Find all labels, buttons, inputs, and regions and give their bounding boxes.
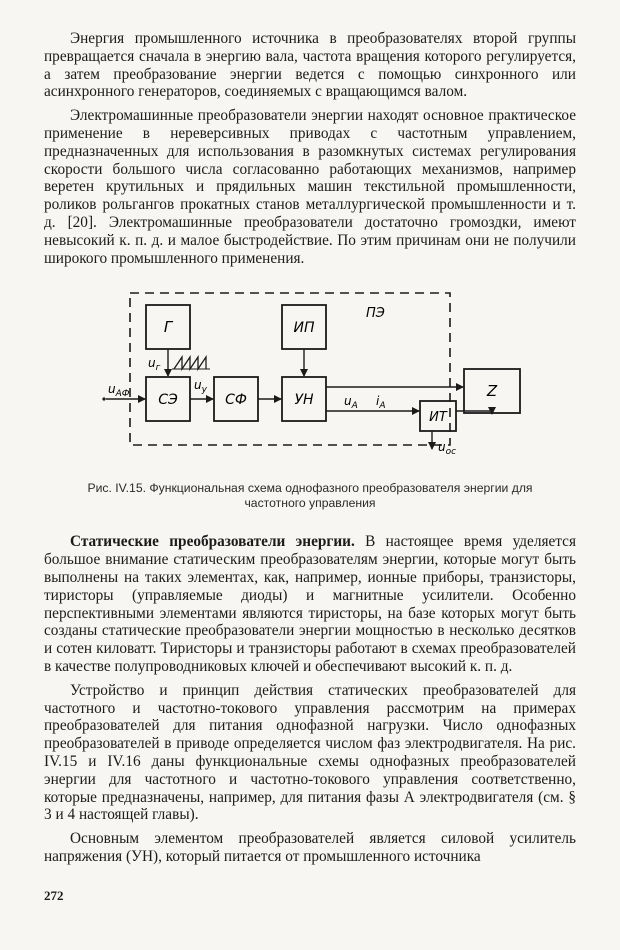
page-number: 272 bbox=[44, 888, 64, 903]
input-terminal bbox=[102, 398, 105, 401]
paragraph-device-principle: Устройство и принцип действия статических преобразователей для частотного и частотно-токового управления рассмотрим на примерах преобразователей для питания однофазной нагрузки. Число однофазных преобразователей в приводе определяется числом фаз электродвигателя. На рис. IV.15 и IV.16 даны функциональные схемы однофазных преобразователей энергии для частотного и частотно-токового управления соответственно, которые предназначены, например, для питания фазы А электродвигателя (см. § 3 и 4 настоящей главы). bbox=[44, 681, 576, 824]
paragraph-energy-source: Энергия промышленного источника в преобразователях второй группы превращается сначала в энергию вала, частота вращения которого регулируется, а затем преобразование энергии ведется с помощью синхронного или асинхронного генераторов, соединяемых с вращающимся валом. bbox=[44, 30, 576, 101]
block-g-label: Г bbox=[163, 318, 173, 337]
signal-i-a: $i_А$ bbox=[376, 394, 386, 412]
block-sf-label: СФ bbox=[225, 392, 247, 409]
paragraph-static-converters bbox=[44, 533, 576, 675]
paragraph-main-element: Основным элементом преобразователей является силовой усилитель напряжения (УН), который питается от промышленного источника bbox=[44, 830, 576, 865]
sawtooth-waveform bbox=[174, 357, 206, 369]
signal-u-af: $u_{АФ}$ bbox=[108, 382, 130, 400]
pe-frame-label: ПЭ bbox=[366, 306, 385, 322]
signal-u-g: $u_г$ bbox=[148, 356, 161, 374]
block-ip-label: ИП bbox=[293, 320, 315, 337]
signal-u-a: $u_А$ bbox=[344, 394, 358, 412]
signal-u-y: $u_у$ bbox=[194, 378, 207, 396]
section-static-converters bbox=[44, 533, 576, 865]
paragraph-static-converters-text: В настоящее время уделяется большое внимание статическим преобразователям энергии, которые могут быть выполнены на таких элементах, как, например, ионные приборы, транзисторы, тиристоры (управляемые диоды) и магнитные усилители. Особенно перспективными элементами являются тиристоры, на базе которых могут быть созданы статические преобразователи энергии мощностью в несколько десятков и сотен киловатт. Тиристоры и транзисторы работают в схемах преобразователей в качестве полупроводниковых ключей и обеспечивают высокий к. п. д. bbox=[44, 533, 576, 675]
block-se-label: СЭ bbox=[158, 392, 178, 409]
section-heading: Статические преобразователи энергии. bbox=[70, 533, 355, 551]
paragraph-electromachine-converters: Электромашинные преобразователи энергии находят основное практическое применение в нереверсивных приводах с частотным управлением, предназначенных для использования в разомкнутых системах регулирования скорости большого числа согласованно работающих механизмов, например веретен крутильных и прядильных машин текстильной промышленности, роликов рольгангов прокатных станов металлургической промышленности и т. д. [20]. Электромашинные преобразователи достаточно громоздки, имеют невысокий к. п. д. и малое быстродействие. По этим причинам они не получили широкого промышленного применения. bbox=[44, 107, 576, 267]
block-z-label: Z bbox=[486, 382, 498, 401]
figure-caption: Рис. IV.15. Функциональная схема однофазного преобразователя энергии для частотного управления bbox=[87, 481, 533, 511]
block-it-label: ИТ bbox=[429, 410, 447, 426]
signal-u-oc: $u_{ос}$ bbox=[438, 440, 457, 458]
figure-iv-15 bbox=[44, 289, 576, 475]
block-un-label: УН bbox=[294, 392, 314, 409]
functional-diagram bbox=[44, 289, 576, 475]
page bbox=[44, 30, 576, 866]
